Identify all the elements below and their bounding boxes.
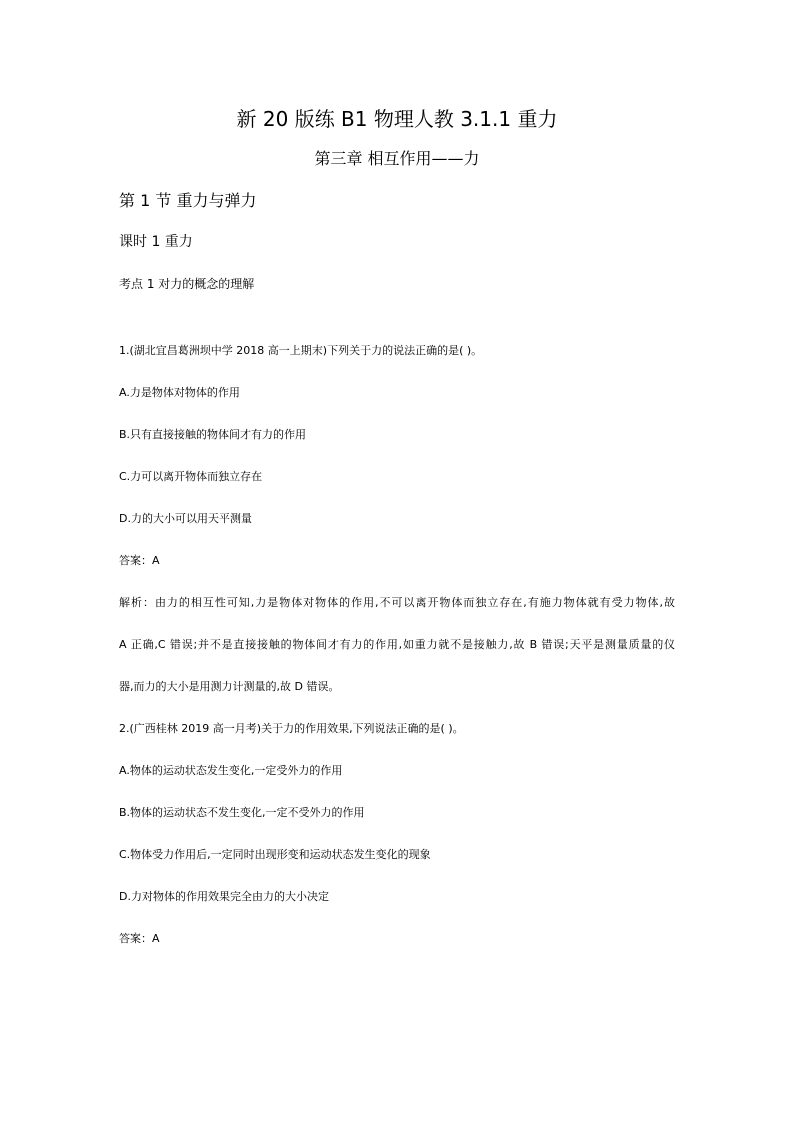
question-1-option-a: A.力是物体对物体的作用 xyxy=(119,386,240,399)
section-heading: 第 1 节 重力与弹力 xyxy=(119,191,257,210)
document-title: 新 20 版练 B1 物理人教 3.1.1 重力 xyxy=(236,107,558,131)
question-2-option-b: B.物体的运动状态不发生变化,一定不受外力的作用 xyxy=(119,806,365,819)
question-1-option-b: B.只有直接接触的物体间才有力的作用 xyxy=(119,428,307,441)
lesson-heading: 课时 1 重力 xyxy=(119,234,193,250)
question-1-analysis-line-1: 解析：由力的相互性可知,力是物体对物体的作用,不可以离开物体而独立存在,有施力物体就有受力物体,故 xyxy=(119,596,675,609)
question-2-stem: 2.(广西桂林 2019 高一月考)关于力的作用效果,下列说法正确的是( )。 xyxy=(119,722,464,735)
question-2-answer: 答案：A xyxy=(119,932,160,945)
question-1-analysis-line-3: 器,而力的大小是用测力计测量的,故 D 错误。 xyxy=(119,680,340,693)
question-1-option-d: D.力的大小可以用天平测量 xyxy=(119,512,252,525)
question-2-option-c: C.物体受力作用后,一定同时出现形变和运动状态发生变化的现象 xyxy=(119,848,431,861)
chapter-heading: 第三章 相互作用——力 xyxy=(314,149,480,168)
question-1-analysis-line-2: A 正确,C 错误;并不是直接接触的物体间才有力的作用,如重力就不是接触力,故 B 错误;天平是测量质量的仪 xyxy=(119,638,675,651)
question-2-option-a: A.物体的运动状态发生变化,一定受外力的作用 xyxy=(119,764,343,777)
question-2-option-d: D.力对物体的作用效果完全由力的大小决定 xyxy=(119,890,329,903)
question-1-answer: 答案：A xyxy=(119,554,160,567)
question-1-option-c: C.力可以离开物体而独立存在 xyxy=(119,470,263,483)
topic-point-heading: 考点 1 对力的概念的理解 xyxy=(119,277,255,291)
question-1-stem: 1.(湖北宜昌葛洲坝中学 2018 高一上期末)下列关于力的说法正确的是( )。 xyxy=(119,344,483,357)
